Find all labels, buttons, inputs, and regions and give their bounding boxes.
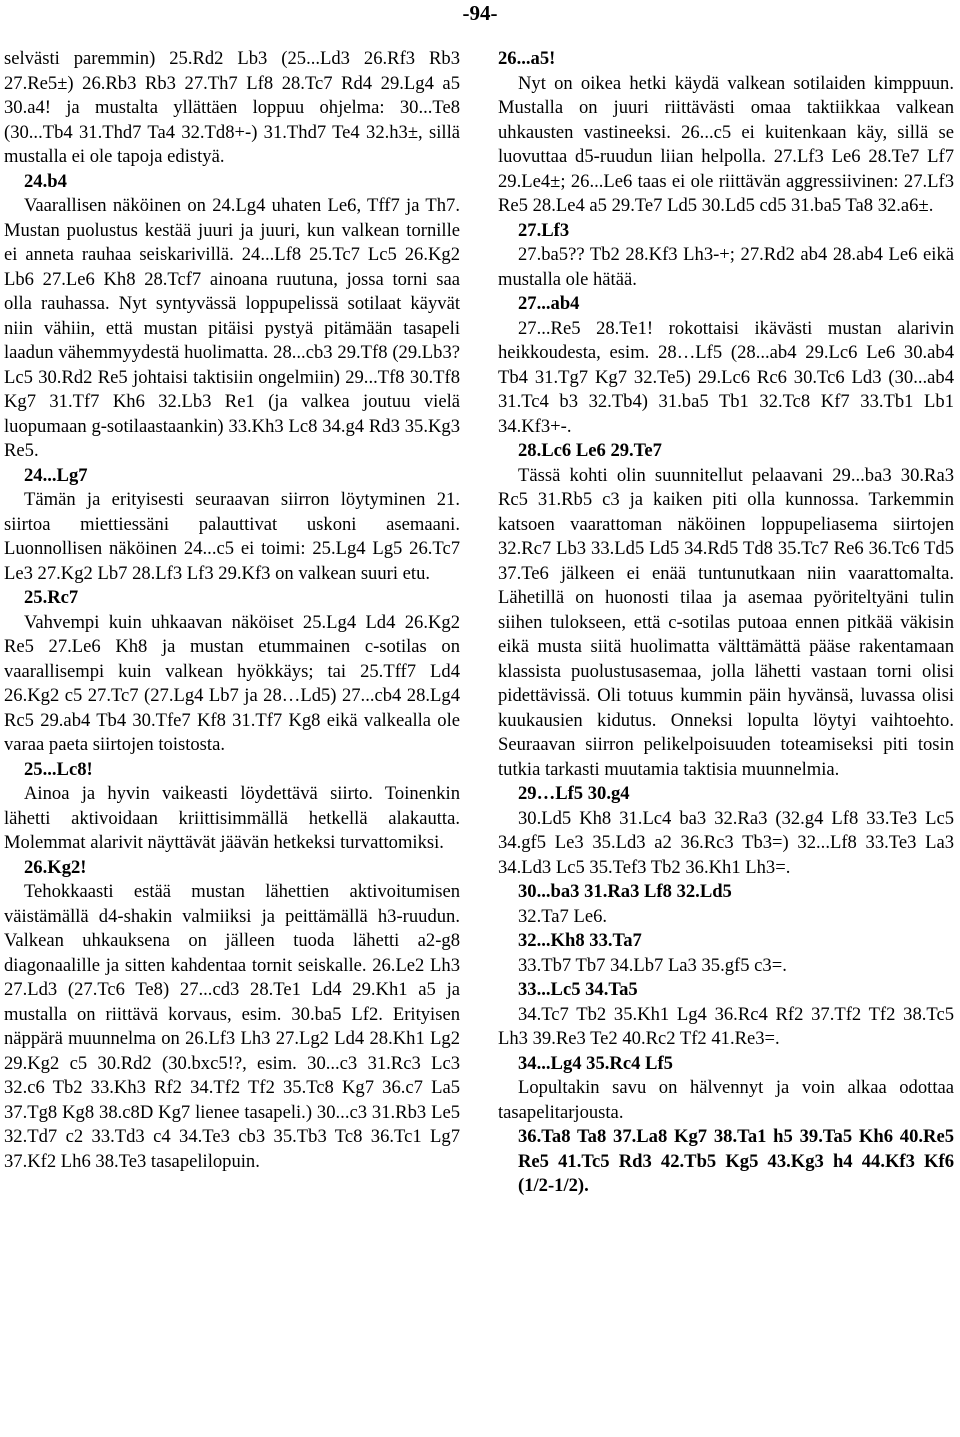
commentary-paragraph: 30.Ld5 Kh8 31.Lc4 ba3 32.Ra3 (32.g4 Lf8 33.Te3 Lc5 34.gf5 Le3 35.Ld3 a2 36.Rc3 Tb3=) 32...Lf8 33.Te3 La3 34.Ld3 Lc5 35.Tef3 Tb2 36.Kh1 Lh3=. — [498, 807, 954, 878]
move-heading: 24.b4 — [24, 170, 67, 192]
commentary-paragraph: selvästi paremmin) 25.Rd2 Lb3 (25...Ld3 26.Rf3 Rb3 27.Re5±) 26.Rb3 Rb3 27.Th7 Lf8 28.Tc7 Rd4 29.Lg4 a5 30.a4! ja mustalta yllättäen loppuu ohjelma: 30...Te8 (30...Tb4 31.Thd7 Ta4 32.Td8+-) 31.Thd7 Te4 32.h3±, sillä mustalla ei ole tapoja edistyä. — [4, 48, 460, 167]
move-heading: 33...Lc5 34.Ta5 — [518, 979, 638, 1000]
move-heading: 34...Lg4 35.Rc4 Lf5 — [518, 1052, 673, 1074]
move-heading: 25.Rc7 — [24, 587, 79, 608]
commentary-paragraph: Nyt on oikea hetki käydä valkean sotilaiden kimppuun. Mustalla on juuri riittävästi omaa taktiikkaa valkean uhkausten vastineeksi. 26...c5 ei kuitenkaan käy, sillä se luovuttaa d5-ruudun liian helpolla. 27.Lf3 Le6 28.Te7 Lf7 29.Le4±; 26...Le6 taas ei ole riittävän aggressiivinen: 27.Lf3 Re5 28.Le4 a5 29.Te7 Ld5 30.Ld5 cd5 31.ba5 Ta8 32.a6±. — [498, 72, 954, 216]
commentary-paragraph: 32.Ta7 Le6. — [518, 905, 608, 927]
left-column — [4, 47, 460, 1174]
commentary-paragraph: Lopultakin savu on hälvennyt ja voin alkaa odottaa tasapelitarjousta. — [498, 1077, 954, 1123]
move-heading: 30...ba3 31.Ra3 Lf8 32.Ld5 — [518, 881, 732, 902]
right-column — [498, 47, 954, 1199]
move-heading: 27.Lf3 — [518, 219, 570, 241]
final-moves: 36.Ta8 Ta8 37.La8 Kg7 38.Ta1 h5 39.Ta5 Kh6 40.Re5 Re5 41.Tc5 Rd3 42.Tb5 Kg5 43.Kg3 h4 44.Kf3 Kf6 (1/2-1/2). — [518, 1126, 954, 1196]
commentary-paragraph: Tämän ja erityisesti seuraavan siirron löytyminen 21. siirtoa miettiessäni palauttivat uskoni asemaani. Luonnollisen näköinen 24...c5 ei toimi: 25.Lg4 Lg5 26.Tc7 Le3 27.Kg2 Lb7 28.Lf3 Lf3 29.Kf3 on valkean suuri etu. — [4, 489, 460, 584]
move-heading: 26.Kg2! — [24, 856, 87, 878]
commentary-paragraph: Vaarallisen näköinen on 24.Lg4 uhaten Le6, Tff7 ja Th7. Mustan puolustus kestää juuri ja juuri, kun valkean tornille ei anneta rauhaa seiskarivillä. 24...Lf8 25.Tc7 Lc5 26.Kg2 Lb6 27.Le6 Kh8 28.Tcf7 ainoana ruutuna, jossa torni saa olla rauhassa. Nyt syntyvässä loppupelissä sotilaat käyvät niin vähiin, että mustan pitäisi pystyä pitämään tasapeli laadun vähemmyydestä huolimatta. 28...cb3 29.Tf8 (29.Lb3? Lc5 30.Rd2 Re5 johtaisi taktisiin ongelmiin) 29...Tf8 30.Tf8 Kg7 31.Tf7 Kh6 32.Lb3 Re1 (ja valkea joutuu vielä luopumaan g-sotilaastaankin) 33.Kh3 Lc8 34.g4 Rd3 35.Kg3 Re5. — [4, 195, 460, 461]
move-heading: 24...Lg7 — [24, 464, 88, 486]
page-number: -94- — [462, 1, 498, 25]
commentary-paragraph: Tehokkaasti estää mustan lähettien aktivoitumisen väistämällä d4-shakin valmiiksi ja peittämällä h3-ruudun. Valkean uhkauksena on jälleen tuoda lähetti a2-g8 diagonaalille ja sitten kahdentaa tornit seiskalle. 26.Le2 Lh3 27.Ld3 (27.Tc6 Te8) 27...cd3 28.Te1 Ld4 29.Kh1 a5 ja mustalla on riittävä korvaus, esim. 30.ba5 Lf2. Erityisen näppärä muunnelma on 26.Lf3 Lh3 27.Lg2 Ld4 28.Kh1 Lg2 29.Kg2 c5 30.Rd2 (30.bxc5!?, esim. 30...c3 31.Rc3 Lc3 32.c6 Tb2 33.Kh3 Rf2 34.Tf2 Tf2 35.Tc8 Kg7 36.c7 La5 37.Tg8 Kg8 38.c8D Kg7 lienee tasapeli.) 30...c3 31.Rb3 Le5 32.Td7 c2 33.Td3 c4 34.Te3 cb3 35.Tb3 Tc8 36.Tc1 Lg7 37.Kf2 Lh6 38.Te3 tasapelilopuin. — [4, 881, 460, 1172]
move-heading: 25...Lc8! — [24, 758, 93, 780]
commentary-paragraph: 34.Tc7 Tb2 35.Kh1 Lg4 36.Rc4 Rf2 37.Tf2 Tf2 38.Tc5 Lh3 39.Re3 Te2 40.Rc2 Tf2 41.Re3=. — [498, 1003, 954, 1049]
commentary-paragraph: Tässä kohti olin suunnitellut pelaavani 29...ba3 30.Ra3 Rc5 31.Rb5 c3 ja kaiken piti olla kunnossa. Tarkemmin katsoen vaarattoman näköinen loppupeliasema siirtojen 32.Rc7 Lb3 33.Ld5 Ld5 34.Rd5 Td8 35.Tc7 Re6 36.Tc6 Td5 37.Te6 jälkeen ei enää tuntunutkaan niin vaarattomalta. Lähetillä on huonosti tilaa ja asemaa pyöriteltyäni tulin siihen tulokseen, että c-sotilas putoaa ennen pitkää väkisin eikä musta siitä huolimatta välttämättä pääse rakentamaan klassista puolustusasemaa, jolla lähetti vastaan torni olisi pidettävissä. Oli totuus kummin päin hyvänsä, luvassa olisi kuukausien kidutus. Onneksi lopulta löytyi vaihtoehto. Seuraavan siirron pelikelpoisuuden toteamiseksi piti tosin tutkia tarkasti muutamia taktisia muunnelmia. — [498, 464, 954, 780]
move-heading: 32...Kh8 33.Ta7 — [518, 930, 642, 951]
move-heading: 29…Lf5 30.g4 — [518, 783, 630, 804]
move-heading: 26...a5! — [498, 48, 556, 69]
move-heading: 28.Lc6 Le6 29.Te7 — [518, 440, 662, 461]
commentary-paragraph: Vahvempi kuin uhkaavan näköiset 25.Lg4 Ld4 26.Kg2 Re5 27.Le6 Kh8 ja mustan etummainen c-sotilas on vaarallisempi kuin valkean hyökkäys; tai 25.Tff7 Ld4 26.Kg2 c5 27.Tc7 (27.Lg4 Lb7 ja 28…Ld5) 27...cb4 28.Lg4 Rc5 29.ab4 Tb4 30.Tfe7 Kf8 31.Tf7 Kg8 eikä valkealla ole varaa paeta siirtojen toistosta. — [4, 611, 460, 755]
commentary-paragraph: 27...Re5 28.Te1! rokottaisi ikävästi mustan alarivin heikkoudesta, esim. 28…Lf5 (28...ab4 29.Lc6 Le6 30.ab4 Tb4 31.Tg7 Kg7 32.Te5) 29.Lc6 Rc6 30.Tc6 Ld3 (30...ab4 31.Tc4 b3 32.Tb4) 31.ba5 Tb1 32.Tc8 Kf7 33.Tb1 Lb1 34.Kf3+-. — [498, 317, 954, 437]
commentary-paragraph: 33.Tb7 Tb7 34.Lb7 La3 35.gf5 c3=. — [518, 954, 787, 976]
move-heading: 27...ab4 — [518, 293, 580, 314]
commentary-paragraph: 27.ba5?? Tb2 28.Kf3 Lh3-+; 27.Rd2 ab4 28.ab4 Le6 eikä mustalla ole hätää. — [498, 244, 954, 290]
commentary-paragraph: Ainoa ja hyvin vaikeasti löydettävä siirto. Toinenkin lähetti aktivoidaan kriittisimmällä hetkellä alakautta. Molemmat alarivit näyttävät jäävän hetkeksi turvattomiksi. — [4, 783, 460, 853]
